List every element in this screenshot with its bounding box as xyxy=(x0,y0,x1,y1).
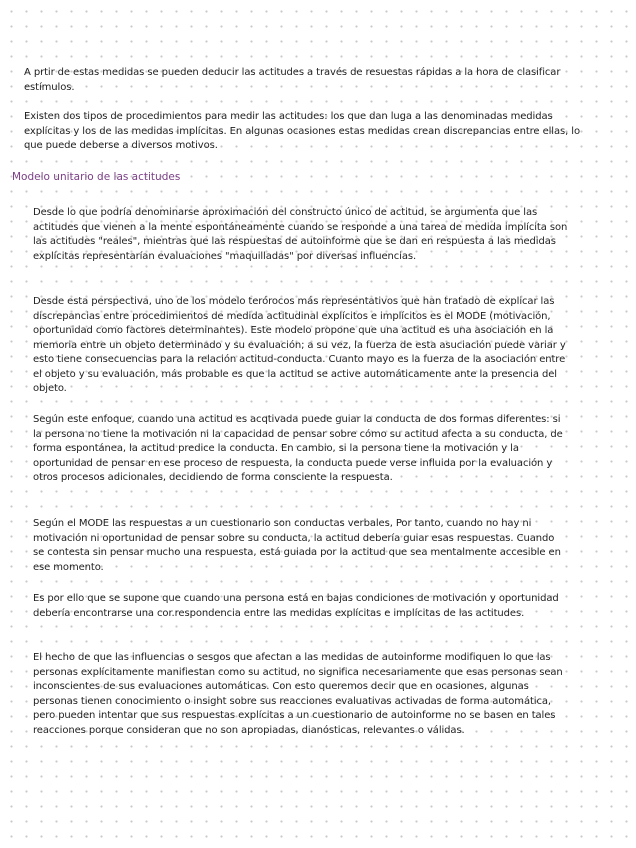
intro-paragraph-2: Existen dos tipos de procedimientos para medir las actitudes: los que dan luga a las denominadas medidas explícitas y los de las medidas implícitas. En algunas ocasiones estas medidas crean discrepancias entre ellas, lo que puede deberse a diversos motivos. xyxy=(24,111,580,151)
body-paragraph-4: Según el MODE las respuestas a un cuestionario son conductas verbales, Por tanto, cuando no hay ni motivación ni oportunidad de pensar sobre su conducta, la actitud debería guiar esas respuestas. Cuando se contesta sin pensar mucho una respuesta, está guiada por la actitud que sea mentalmente accesible en ese momento. xyxy=(33,518,561,573)
body-paragraph-3: Según este enfoque, cuando una actitud es acqtivada puede guiar la conducta de dos formas diferentes: si la persona no tiene la motivación ni la capacidad de pensar sobre cómo su actitud afecta a su conducta, de forma espontánea, la actitud predice la conducta. En cambio, si la persona tiene la motivación y la oportunidad de pensar en ese proceso de respuesta, la conducta puede verse influida por la evaluación y otros procesos adicionales, decidiendo de forma consciente la respuesta. xyxy=(33,414,563,483)
body-paragraph-2: Desde esta perspectiva, uno de los modelo terórocos más representativos que han tratado de explicar las discrepancias entre procedimientos de medida actitudinal explícitos e implícitos es el MODE (motivación, oportunidad como factores determinantes). Este modelo propone que una actitud es una asociación en la memoria entre un objeto determinado y su evaluación; a su vez, la fuerza de esta asuciación puede variar y esto tiene consecuencias para la relación actitud-conducta. Cuanto mayo es la fuerza de la asociación entre el objeto y su evaluación, más probable es que la actitud se active automáticamente ante la presencia del objeto. xyxy=(33,296,566,394)
body-paragraph-5: Es por ello que se supone que cuando una persona está en bajas condiciones de motivación y oportunidad debería encontrarse una cor.respondencia entre las medidas explícitas e implícitas de las actitudes. xyxy=(33,593,559,619)
body-paragraph-1: Desde lo que podría denominarse aproximación del constructo único de actitud, se argumenta que las actitudes que vienen a la mente espontáneamente cuando se responde a una tarea de medida implícita son las actitudes "reales", mientras que las respuestas de autoinforme que se dan en respuesta a las medidas explícitas representarían evaluaciones "maquilladas" por diversas influencias. xyxy=(33,207,568,262)
body-paragraph-6: El hecho de que las influencias o sesgos que afectan a las medidas de autoinforme modifiquen lo que las personas explícitamente manifiestan como su actitud, no significa necesariamente que esas personas sean inconscientes de sus evaluaciones automáticas. Con esto queremos decir que en ocasiones, algunas personas tienen conocimiento o insight sobre sus reacciones evaluativas activadas de forma automática, pero pueden intentar que sus respuestas explícitas a un cuestionario de autoinforme no se basen en tales reacciones porque consideran que no son apropiadas, dianósticas, relevantes o válidas. xyxy=(33,652,563,736)
intro-paragraph-1: A prtir de estas medidas se pueden deducir las actitudes a través de resuestas rápidas a la hora de clasificar estímulos. xyxy=(24,67,561,93)
section-heading: Modelo unitario de las actitudes xyxy=(12,171,181,183)
